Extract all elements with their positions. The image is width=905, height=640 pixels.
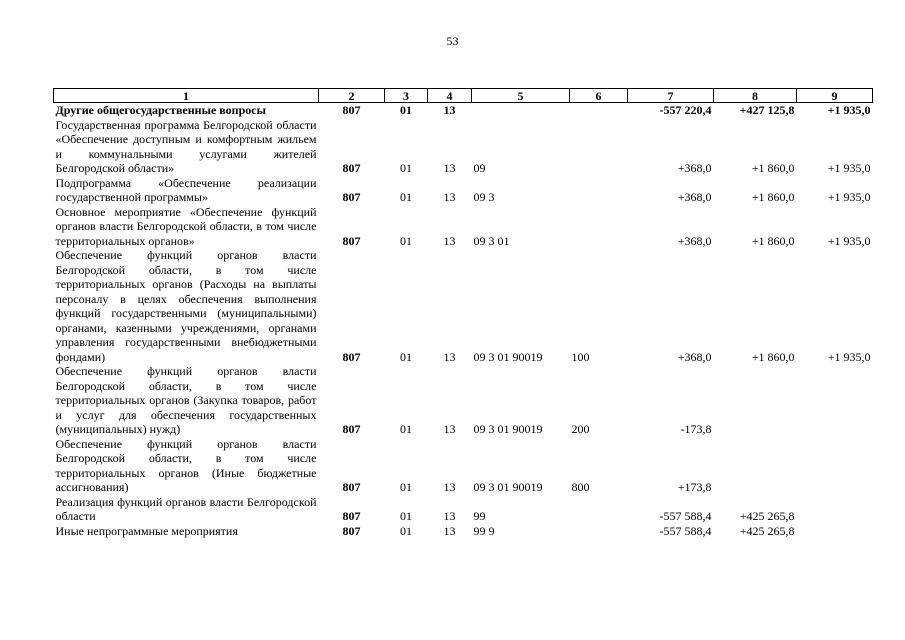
amount-col-7: +368,0: [677, 190, 712, 204]
amount-col-8: +425 265,8: [739, 509, 795, 523]
subsection-code: 13: [443, 480, 456, 494]
expense-type-code: [570, 176, 628, 205]
row-name: Другие общегосударственные вопросы: [55, 103, 266, 117]
section-code: 01: [400, 480, 412, 494]
amount-col-8: +425 265,8: [739, 523, 795, 538]
amount-col-9: +1 935,0: [827, 190, 871, 204]
expense-type-code: [570, 103, 628, 118]
expense-type-code: 800: [571, 480, 590, 494]
target-article-code: 99: [473, 509, 486, 523]
section-code: 01: [400, 103, 412, 117]
ministry-code: 807: [342, 103, 361, 117]
column-header-7: 7: [628, 89, 714, 103]
table-row: [54, 118, 873, 176]
table-row: [54, 176, 873, 205]
section-code: 01: [400, 161, 412, 175]
expense-type-code: [570, 118, 628, 176]
target-article-code: 09 3 01: [473, 233, 510, 248]
subsection-code: 13: [443, 233, 456, 248]
column-header-8: 8: [714, 89, 797, 103]
amount-col-8: +1 860,0: [751, 233, 795, 248]
row-name: Основное мероприятие «Обеспечение функций органов власти Белгородской области, в том числе территориальных органов»: [55, 204, 317, 248]
subsection-code: 13: [443, 509, 456, 523]
target-article-code: 09 3 01 90019: [473, 422, 543, 436]
table-row: [54, 495, 873, 524]
budget-table: [53, 88, 873, 538]
subsection-code: 13: [443, 103, 456, 117]
target-article-code: [472, 103, 570, 118]
column-header-6: 6: [570, 89, 628, 103]
amount-col-8: +1 860,0: [751, 349, 795, 364]
target-article-code: 09 3 01 90019: [473, 480, 543, 494]
row-name: Государственная программа Белгородской области «Обеспечение доступным и комфортным жильем и коммунальными услугами жителей Белгородской области»: [55, 117, 317, 175]
amount-col-7: +368,0: [677, 233, 712, 248]
amount-col-9: [797, 495, 873, 524]
column-header-4: 4: [428, 89, 472, 103]
expense-type-code: [570, 205, 628, 249]
amount-col-7: -557 588,4: [659, 509, 712, 523]
amount-col-9: +1 935,0: [827, 161, 871, 175]
section-code: 01: [400, 509, 412, 523]
subsection-code: 13: [443, 523, 456, 538]
amount-col-7: +368,0: [677, 349, 712, 364]
row-name: Подпрограмма «Обеспечение реализации государственной программы»: [55, 175, 317, 204]
target-article-code: 09: [473, 161, 486, 175]
section-code: 01: [400, 523, 412, 538]
column-header-2: 2: [319, 89, 385, 103]
subsection-code: 13: [443, 190, 456, 204]
amount-col-8: +1 860,0: [751, 161, 795, 175]
amount-col-7: +368,0: [677, 161, 712, 175]
subsection-code: 13: [443, 161, 456, 175]
column-header-1: 1: [54, 89, 319, 103]
table-header-row: [54, 89, 873, 103]
expense-type-code: [570, 495, 628, 524]
table-row: [54, 524, 873, 539]
row-name: Обеспечение функций органов власти Белгородской области, в том числе территориальных органов (Расходы на выплаты персоналу в целях обеспечения выполнения функций государственными (муниципальными) органами, казенными учреждениями, органами управления государственными внебюджетными фондами): [55, 248, 317, 364]
table-row: [54, 364, 873, 437]
table-row: [54, 205, 873, 249]
amount-col-9: [797, 524, 873, 539]
amount-col-7: -557 220,4: [659, 103, 712, 117]
target-article-code: 09 3: [473, 190, 495, 204]
expense-type-code: 200: [571, 422, 590, 436]
column-header-3: 3: [385, 89, 428, 103]
amount-col-7: +173,8: [677, 480, 712, 494]
section-code: 01: [400, 233, 412, 248]
expense-type-code: 100: [571, 349, 590, 364]
column-header-9: 9: [797, 89, 873, 103]
ministry-code: 807: [342, 349, 361, 364]
row-name: Реализация функций органов власти Белгородской области: [55, 494, 317, 523]
section-code: 01: [400, 422, 412, 436]
column-header-5: 5: [472, 89, 570, 103]
ministry-code: 807: [342, 233, 361, 248]
page-number: 53: [446, 34, 459, 48]
amount-col-7: -557 588,4: [659, 523, 712, 538]
section-code: 01: [400, 190, 412, 204]
row-name: Обеспечение функций органов власти Белгородской области, в том числе территориальных органов (Иные бюджетные ассигнования): [55, 436, 317, 494]
row-name: Иные непрограммные мероприятия: [55, 523, 238, 538]
amount-col-9: [797, 437, 873, 495]
subsection-code: 13: [443, 422, 456, 436]
amount-col-9: +1 935,0: [827, 349, 871, 364]
ministry-code: 807: [342, 523, 361, 538]
table-body: [54, 103, 873, 539]
ministry-code: 807: [342, 480, 361, 494]
amount-col-9: [797, 364, 873, 437]
table-row: [54, 103, 873, 118]
amount-col-9: +1 935,0: [827, 233, 871, 248]
section-code: 01: [400, 349, 412, 364]
amount-col-8: +427 125,8: [739, 103, 795, 117]
ministry-code: 807: [342, 190, 361, 204]
expense-type-code: [570, 524, 628, 539]
row-name: Обеспечение функций органов власти Белгородской области, в том числе территориальных органов (Закупка товаров, работ и услуг для обеспечения государственных (муниципальных) нужд): [55, 364, 317, 436]
amount-col-8: [714, 437, 797, 495]
target-article-code: 99 9: [473, 523, 495, 538]
subsection-code: 13: [443, 349, 456, 364]
target-article-code: 09 3 01 90019: [473, 349, 543, 364]
table-row: [54, 437, 873, 495]
table-row: [54, 248, 873, 364]
ministry-code: 807: [342, 422, 361, 436]
amount-col-8: [714, 364, 797, 437]
ministry-code: 807: [342, 161, 361, 175]
amount-col-7: -173,8: [680, 422, 712, 436]
amount-col-9: +1 935,0: [827, 103, 871, 117]
ministry-code: 807: [342, 509, 361, 523]
amount-col-8: +1 860,0: [751, 190, 795, 204]
